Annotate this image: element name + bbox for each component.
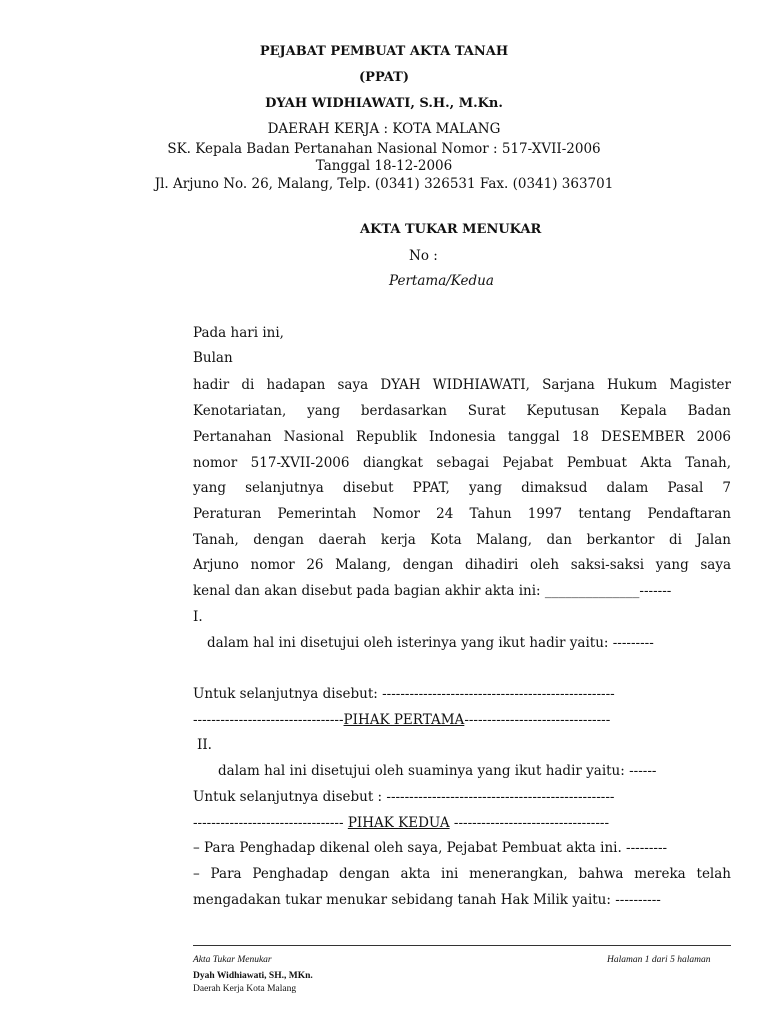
deed-copy: Pertama/Kedua [389, 273, 494, 289]
official-name: DYAH WIDHIAWATI, S.H., M.Kn. [265, 96, 503, 111]
body-line [193, 583, 671, 599]
dash-filler: --------------------------------- [193, 815, 348, 831]
footer-work-area: Daerah Kerja Kota Malang [193, 984, 297, 994]
party-two-reference: Untuk selanjutnya disebut : -------------------------------------------------- [193, 789, 615, 805]
footer-official-name: Dyah Widhiawati, SH., MKn. [193, 971, 313, 981]
deed-number: No : [409, 248, 438, 264]
footer-doc-title: Akta Tukar Menukar [193, 955, 272, 965]
body-line: Bulan [193, 350, 233, 366]
statement-line: – Para Penghadap dikenal oleh saya, Pejabat Pembuat akta ini. --------- [193, 840, 668, 856]
decree-reference: SK. Kepala Badan Pertanahan Nasional Nomor : 517-XVII-2006 [167, 141, 601, 157]
work-area: DAERAH KERJA : KOTA MALANG [267, 121, 501, 137]
decree-date: Tanggal 18-12-2006 [315, 158, 453, 174]
office-abbreviation: (PPAT) [359, 70, 409, 85]
party-one-label-line [193, 712, 610, 728]
body-line: hadir di hadapan saya DYAH WIDHIAWATI, Sarjana Hukum Magister [193, 377, 731, 393]
party-two-label: PIHAK KEDUA [347, 815, 450, 831]
blank-line: ______________ [544, 583, 640, 599]
footer-page-number: Halaman 1 dari 5 halaman [607, 955, 711, 965]
body-line: Peraturan Pemerintah Nomor 24 Tahun 1997 tentang Pendaftaran [193, 506, 731, 522]
dash-filler: ------- [639, 583, 672, 599]
dash-filler: ---------------------------------- [449, 815, 610, 831]
party-one-marker: I. [193, 609, 203, 625]
party-one-label: PIHAK PERTAMA [343, 712, 465, 728]
party-one-reference: Untuk selanjutnya disebut: --------------------------------------------------- [193, 686, 615, 702]
footer-divider [193, 945, 731, 946]
body-line: yang selanjutnya disebut PPAT, yang dimaksud dalam Pasal 7 [193, 480, 731, 496]
statement-line: mengadakan tukar menukar sebidang tanah Hak Milik yaitu: ---------- [193, 892, 661, 908]
party-two-label-line [193, 815, 609, 831]
body-line: Pertanahan Nasional Republik Indonesia tanggal 18 DESEMBER 2006 [193, 429, 731, 445]
party-one-spouse-consent: dalam hal ini disetujui oleh isterinya yang ikut hadir yaitu: --------- [207, 635, 654, 651]
party-two-spouse-consent: dalam hal ini disetujui oleh suaminya yang ikut hadir yaitu: ------ [218, 763, 657, 779]
body-line-text: kenal dan akan disebut pada bagian akhir akta ini: [193, 583, 545, 599]
dash-filler: --------------------------------- [193, 712, 344, 728]
office-address: Jl. Arjuno No. 26, Malang, Telp. (0341) 326531 Fax. (0341) 363701 [154, 176, 614, 192]
body-line: Kenotariatan, yang berdasarkan Surat Keputusan Kepala Badan [193, 403, 731, 419]
dash-filler: -------------------------------- [464, 712, 611, 728]
office-title: PEJABAT PEMBUAT AKTA TANAH [259, 44, 509, 59]
statement-line: – Para Penghadap dengan akta ini menerangkan, bahwa mereka telah [193, 866, 731, 882]
body-line: nomor 517-XVII-2006 diangkat sebagai Pejabat Pembuat Akta Tanah, [193, 455, 731, 471]
body-line: Arjuno nomor 26 Malang, dengan dihadiri oleh saksi-saksi yang saya [193, 557, 731, 573]
body-line: Pada hari ini, [193, 325, 284, 341]
deed-title: AKTA TUKAR MENUKAR [360, 222, 542, 237]
body-line: Tanah, dengan daerah kerja Kota Malang, dan berkantor di Jalan [193, 532, 731, 548]
party-two-marker: II. [197, 737, 212, 753]
